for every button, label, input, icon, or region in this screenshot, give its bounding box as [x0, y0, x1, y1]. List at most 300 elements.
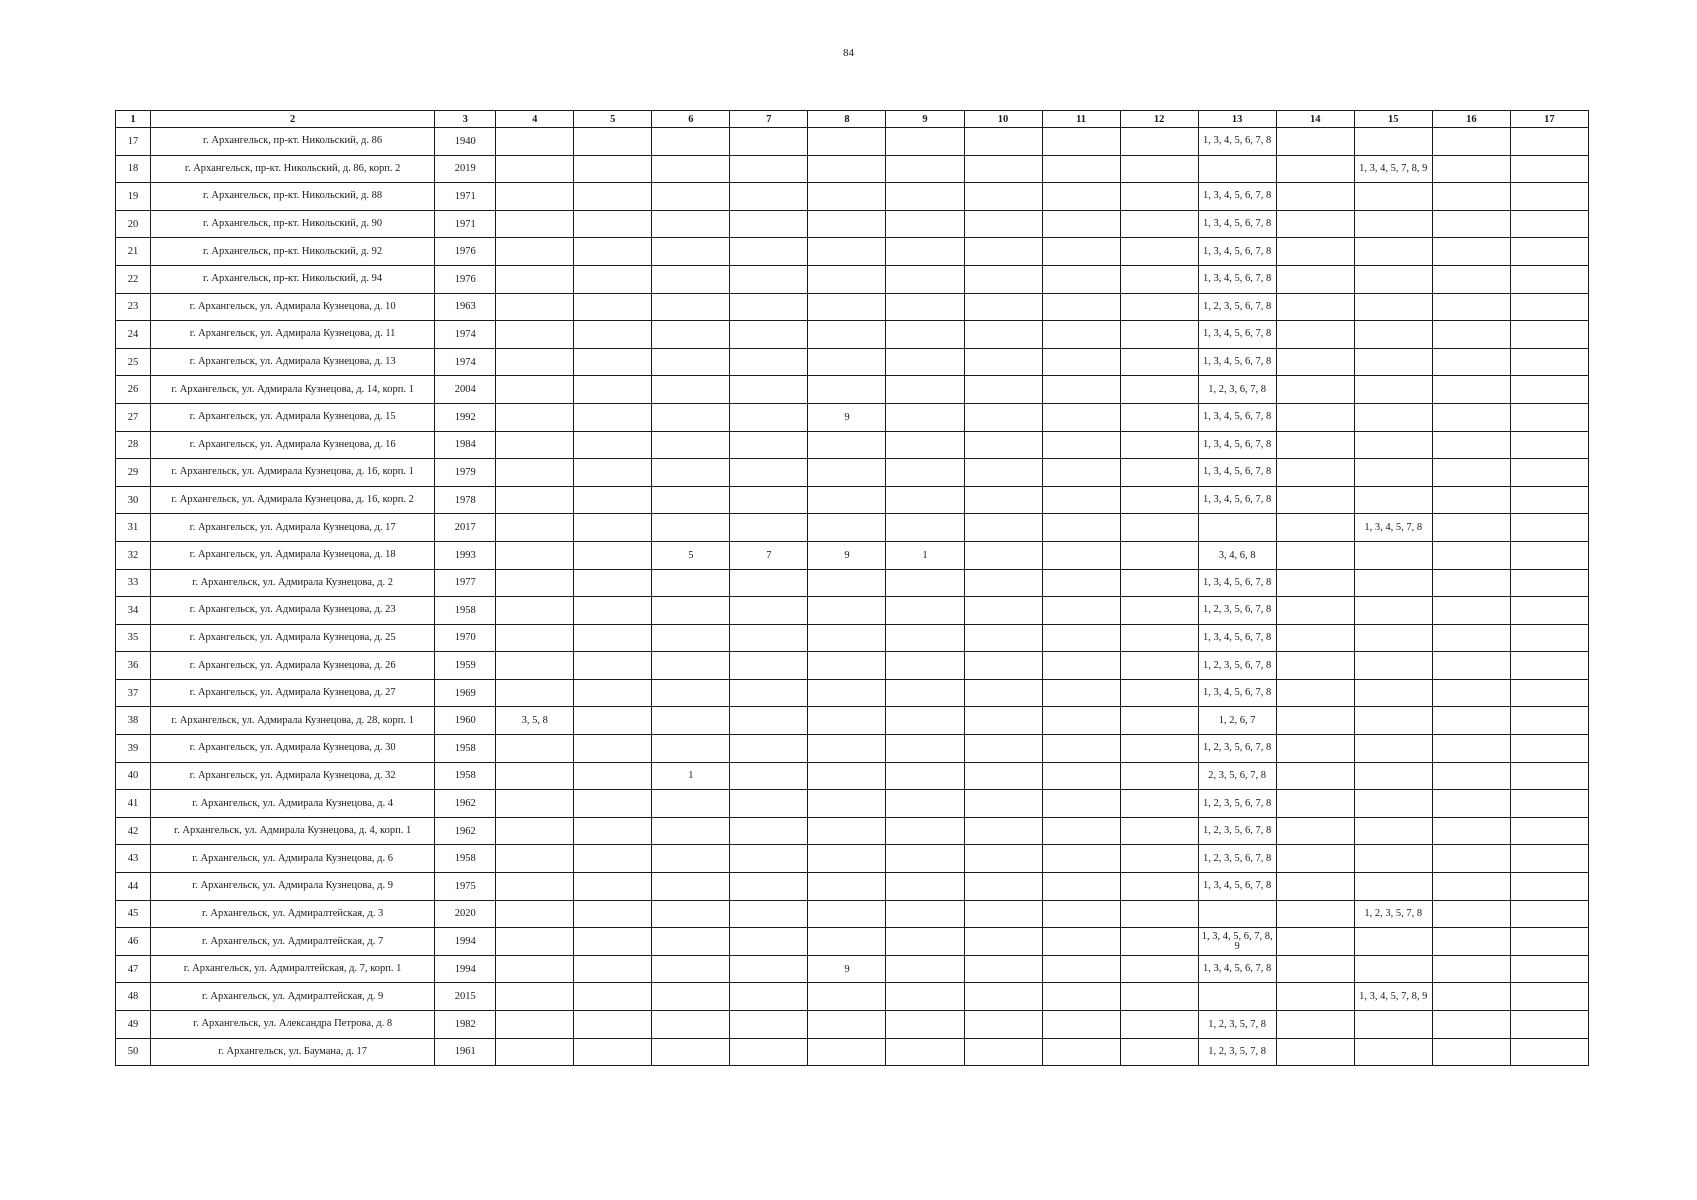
table-cell [1510, 293, 1588, 321]
table-cell [1120, 486, 1198, 514]
table-cell [574, 541, 652, 569]
table-cell: 1994 [435, 928, 496, 956]
table-cell [496, 817, 574, 845]
table-cell: 1, 3, 4, 5, 6, 7, 8 [1198, 955, 1276, 983]
table-cell [964, 845, 1042, 873]
table-cell [886, 762, 964, 790]
table-cell: 40 [116, 762, 151, 790]
table-cell: 17 [116, 128, 151, 156]
table-cell [1276, 983, 1354, 1011]
address-cell: г. Архангельск, пр-кт. Никольский, д. 90 [151, 210, 435, 238]
table-cell [886, 293, 964, 321]
table-cell [1432, 679, 1510, 707]
table-row [116, 900, 1589, 928]
table-cell [1120, 762, 1198, 790]
table-row [116, 431, 1589, 459]
table-cell [1510, 403, 1588, 431]
table-cell [808, 735, 886, 763]
table-cell [730, 486, 808, 514]
table-row [116, 321, 1589, 349]
table-cell [652, 183, 730, 211]
table-cell [730, 376, 808, 404]
table-cell [1120, 459, 1198, 487]
table-cell: 1, 3, 4, 5, 6, 7, 8 [1198, 679, 1276, 707]
table-cell [1120, 624, 1198, 652]
table-cell [1120, 348, 1198, 376]
table-cell [886, 845, 964, 873]
table-cell: 19 [116, 183, 151, 211]
table-row [116, 348, 1589, 376]
table-cell [730, 348, 808, 376]
table-cell: 1, 2, 3, 5, 6, 7, 8 [1198, 293, 1276, 321]
table-row [116, 459, 1589, 487]
table-cell [1120, 321, 1198, 349]
table-cell: 1, 3, 4, 5, 6, 7, 8, 9 [1198, 928, 1276, 956]
table-cell: 2004 [435, 376, 496, 404]
table-cell [652, 955, 730, 983]
table-cell [730, 735, 808, 763]
column-header-10: 10 [964, 111, 1042, 128]
table-cell [1510, 210, 1588, 238]
table-cell [1042, 431, 1120, 459]
table-cell [1432, 403, 1510, 431]
table-cell [1432, 707, 1510, 735]
table-cell: 31 [116, 514, 151, 542]
table-cell: 1961 [435, 1038, 496, 1066]
table-cell: 1, 3, 4, 5, 7, 8 [1354, 514, 1432, 542]
table-cell [1042, 321, 1120, 349]
table-cell [496, 128, 574, 156]
table-cell [964, 624, 1042, 652]
table-cell [886, 265, 964, 293]
table-cell: 45 [116, 900, 151, 928]
table-cell [1510, 459, 1588, 487]
table-row [116, 735, 1589, 763]
table-cell [1354, 955, 1432, 983]
table-cell: 1, 3, 4, 5, 7, 8, 9 [1354, 155, 1432, 183]
table-cell [1042, 679, 1120, 707]
table-cell: 5 [652, 541, 730, 569]
table-cell [1510, 1011, 1588, 1039]
table-cell [1120, 707, 1198, 735]
table-cell [1510, 983, 1588, 1011]
table-cell [1510, 679, 1588, 707]
table-cell [1354, 210, 1432, 238]
table-cell [1432, 900, 1510, 928]
table-cell [1354, 652, 1432, 680]
table-cell [652, 265, 730, 293]
table-cell [1354, 541, 1432, 569]
table-cell [1354, 679, 1432, 707]
table-cell [808, 293, 886, 321]
table-cell [808, 486, 886, 514]
table-cell [1120, 928, 1198, 956]
table-row [116, 873, 1589, 901]
table-cell: 9 [808, 541, 886, 569]
table-cell [652, 293, 730, 321]
table-cell [1276, 790, 1354, 818]
table-cell [808, 790, 886, 818]
table-cell [1276, 238, 1354, 266]
table-cell [1042, 1038, 1120, 1066]
table-cell [1042, 762, 1120, 790]
table-cell [730, 128, 808, 156]
address-cell: г. Архангельск, ул. Адмирала Кузнецова, д. 16, корп. 2 [151, 486, 435, 514]
table-cell [964, 983, 1042, 1011]
table-cell: 1, 3, 4, 5, 6, 7, 8 [1198, 265, 1276, 293]
table-cell [886, 376, 964, 404]
table-cell [1042, 707, 1120, 735]
table-cell [1432, 321, 1510, 349]
table-cell [1354, 321, 1432, 349]
table-cell [808, 900, 886, 928]
table-cell [1276, 735, 1354, 763]
table-cell: 1958 [435, 597, 496, 625]
table-cell [652, 790, 730, 818]
table-cell [730, 983, 808, 1011]
table-cell [1120, 735, 1198, 763]
table-row [116, 707, 1589, 735]
table-cell [574, 459, 652, 487]
table-cell [808, 183, 886, 211]
table-cell [496, 431, 574, 459]
table-cell [652, 321, 730, 349]
table-cell [1120, 238, 1198, 266]
table-cell [1276, 403, 1354, 431]
table-cell [808, 128, 886, 156]
table-cell [1432, 569, 1510, 597]
table-cell [1120, 873, 1198, 901]
table-cell [886, 431, 964, 459]
table-cell [1510, 955, 1588, 983]
table-cell: 18 [116, 155, 151, 183]
table-cell [1510, 735, 1588, 763]
table-cell: 1976 [435, 265, 496, 293]
table-cell [886, 983, 964, 1011]
table-cell [1198, 983, 1276, 1011]
table-cell [1276, 128, 1354, 156]
table-cell [1276, 928, 1354, 956]
table-row [116, 183, 1589, 211]
table-cell [1432, 597, 1510, 625]
table-cell [496, 790, 574, 818]
table-cell: 23 [116, 293, 151, 321]
table-cell [964, 238, 1042, 266]
table-cell [1198, 900, 1276, 928]
table-cell [730, 210, 808, 238]
table-cell: 1, 2, 6, 7 [1198, 707, 1276, 735]
table-cell [886, 238, 964, 266]
table-cell: 42 [116, 817, 151, 845]
table-cell [1276, 1011, 1354, 1039]
table-row [116, 983, 1589, 1011]
table-cell: 9 [808, 955, 886, 983]
table-cell [574, 403, 652, 431]
table-cell: 1977 [435, 569, 496, 597]
table-cell: 32 [116, 541, 151, 569]
table-cell [1042, 569, 1120, 597]
table-cell [808, 459, 886, 487]
table-cell [1432, 431, 1510, 459]
table-cell [1042, 403, 1120, 431]
table-cell [574, 679, 652, 707]
table-cell [886, 155, 964, 183]
table-cell [496, 183, 574, 211]
table-cell [574, 431, 652, 459]
table-cell [730, 431, 808, 459]
table-row [116, 128, 1589, 156]
table-cell: 2020 [435, 900, 496, 928]
address-cell: г. Архангельск, ул. Адмирала Кузнецова, д. 17 [151, 514, 435, 542]
table-cell [964, 762, 1042, 790]
table-cell [496, 1038, 574, 1066]
table-cell [1432, 928, 1510, 956]
table-cell [808, 679, 886, 707]
table-cell [964, 376, 1042, 404]
table-cell [1354, 403, 1432, 431]
address-cell: г. Архангельск, пр-кт. Никольский, д. 86, корп. 2 [151, 155, 435, 183]
table-cell [808, 845, 886, 873]
table-cell [1432, 348, 1510, 376]
table-cell [886, 210, 964, 238]
table-row [116, 1038, 1589, 1066]
table-row [116, 817, 1589, 845]
table-cell [730, 679, 808, 707]
table-cell [730, 845, 808, 873]
table-cell: 1971 [435, 183, 496, 211]
table-cell: 1, 2, 3, 5, 6, 7, 8 [1198, 790, 1276, 818]
table-cell [1510, 265, 1588, 293]
table-cell [964, 955, 1042, 983]
table-cell [1510, 790, 1588, 818]
table-cell: 24 [116, 321, 151, 349]
table-cell [808, 597, 886, 625]
table-cell: 1, 2, 3, 5, 7, 8 [1354, 900, 1432, 928]
table-cell: 34 [116, 597, 151, 625]
table-cell: 1, 2, 3, 5, 6, 7, 8 [1198, 597, 1276, 625]
table-cell: 1, 2, 3, 5, 7, 8 [1198, 1038, 1276, 1066]
table-cell [496, 762, 574, 790]
table-cell [1042, 514, 1120, 542]
table-cell [730, 790, 808, 818]
table-cell [964, 900, 1042, 928]
table-cell [1120, 845, 1198, 873]
table-cell [964, 652, 1042, 680]
table-row [116, 403, 1589, 431]
table-cell [1354, 293, 1432, 321]
column-header-3: 3 [435, 111, 496, 128]
table-cell [652, 403, 730, 431]
table-cell [574, 652, 652, 680]
table-cell [1354, 128, 1432, 156]
table-cell: 3, 5, 8 [496, 707, 574, 735]
table-cell [1042, 983, 1120, 1011]
table-cell [730, 928, 808, 956]
table-cell [1276, 155, 1354, 183]
address-cell: г. Архангельск, ул. Адмирала Кузнецова, д. 18 [151, 541, 435, 569]
table-cell [730, 873, 808, 901]
table-cell [1510, 873, 1588, 901]
table-cell [1042, 1011, 1120, 1039]
column-header-9: 9 [886, 111, 964, 128]
table-cell [1276, 762, 1354, 790]
table-cell [964, 735, 1042, 763]
table-cell [574, 569, 652, 597]
table-cell [1276, 459, 1354, 487]
table-cell [1354, 624, 1432, 652]
table-cell [1276, 541, 1354, 569]
table-cell [1432, 1011, 1510, 1039]
table-cell [1042, 597, 1120, 625]
table-cell [1120, 541, 1198, 569]
table-cell [1120, 955, 1198, 983]
table-cell: 1979 [435, 459, 496, 487]
table-cell [496, 514, 574, 542]
table-cell [964, 541, 1042, 569]
table-cell [730, 652, 808, 680]
table-cell [1120, 128, 1198, 156]
table-cell [496, 624, 574, 652]
table-row [116, 845, 1589, 873]
table-cell [886, 348, 964, 376]
table-cell [1276, 873, 1354, 901]
table-cell [496, 348, 574, 376]
table-cell [1510, 569, 1588, 597]
table-cell [1432, 183, 1510, 211]
table-row [116, 238, 1589, 266]
table-cell [730, 817, 808, 845]
table-cell [964, 597, 1042, 625]
table-cell [1354, 431, 1432, 459]
table-cell [808, 155, 886, 183]
address-cell: г. Архангельск, ул. Адмирала Кузнецова, д. 4, корп. 1 [151, 817, 435, 845]
table-cell [964, 155, 1042, 183]
table-cell [574, 238, 652, 266]
table-cell: 1962 [435, 790, 496, 818]
table-cell: 39 [116, 735, 151, 763]
table-cell [1276, 817, 1354, 845]
table-cell [1120, 597, 1198, 625]
column-header-2: 2 [151, 111, 435, 128]
column-header-15: 15 [1354, 111, 1432, 128]
table-cell [496, 679, 574, 707]
table-row [116, 790, 1589, 818]
table-row [116, 569, 1589, 597]
table-cell [1354, 1038, 1432, 1066]
table-cell [1354, 486, 1432, 514]
table-cell [496, 955, 574, 983]
table-row [116, 486, 1589, 514]
table-cell [730, 762, 808, 790]
table-cell [1042, 486, 1120, 514]
table-cell [964, 817, 1042, 845]
table-cell [496, 569, 574, 597]
table-cell [574, 293, 652, 321]
table-cell: 2017 [435, 514, 496, 542]
table-cell [1510, 128, 1588, 156]
table-cell [730, 183, 808, 211]
table-cell [886, 624, 964, 652]
table-row [116, 265, 1589, 293]
address-cell: г. Архангельск, ул. Адмирала Кузнецова, д. 30 [151, 735, 435, 763]
table-cell [808, 873, 886, 901]
table-cell: 1, 3, 4, 5, 7, 8, 9 [1354, 983, 1432, 1011]
table-cell: 33 [116, 569, 151, 597]
table-cell [1432, 459, 1510, 487]
table-cell [808, 348, 886, 376]
column-header-7: 7 [730, 111, 808, 128]
table-cell [1276, 1038, 1354, 1066]
table-cell: 1976 [435, 238, 496, 266]
table-cell [808, 707, 886, 735]
address-cell: г. Архангельск, ул. Адмирала Кузнецова, д. 9 [151, 873, 435, 901]
table-cell: 3, 4, 6, 8 [1198, 541, 1276, 569]
table-cell [1432, 790, 1510, 818]
column-header-6: 6 [652, 111, 730, 128]
table-row [116, 376, 1589, 404]
table-cell [1120, 569, 1198, 597]
table-cell [1042, 376, 1120, 404]
table-cell [1510, 845, 1588, 873]
table-cell [964, 514, 1042, 542]
table-cell [808, 569, 886, 597]
table-cell [964, 928, 1042, 956]
table-cell [1510, 376, 1588, 404]
table-cell [496, 900, 574, 928]
table-cell [574, 265, 652, 293]
table-cell [574, 707, 652, 735]
table-cell [1042, 459, 1120, 487]
table-cell [1432, 210, 1510, 238]
table-cell [574, 210, 652, 238]
table-cell: 1, 2, 3, 5, 7, 8 [1198, 1011, 1276, 1039]
table-cell [1354, 348, 1432, 376]
table-cell [1510, 183, 1588, 211]
table-cell: 1984 [435, 431, 496, 459]
table-cell [730, 624, 808, 652]
table-cell: 2015 [435, 983, 496, 1011]
table-cell [808, 624, 886, 652]
table-cell [652, 431, 730, 459]
table-cell [964, 128, 1042, 156]
table-row [116, 541, 1589, 569]
table-cell [808, 514, 886, 542]
housing-register-table [115, 110, 1589, 1066]
table-cell [964, 790, 1042, 818]
table-cell [808, 817, 886, 845]
table-cell [1276, 431, 1354, 459]
table-cell [1510, 928, 1588, 956]
table-cell [1276, 679, 1354, 707]
table-cell [886, 514, 964, 542]
table-cell [652, 459, 730, 487]
table-cell [730, 569, 808, 597]
table-cell [1432, 541, 1510, 569]
table-cell [964, 210, 1042, 238]
table-cell [1432, 293, 1510, 321]
table-cell [1510, 624, 1588, 652]
table-cell [1276, 707, 1354, 735]
table-cell [1276, 569, 1354, 597]
table-cell: 50 [116, 1038, 151, 1066]
table-cell [886, 900, 964, 928]
table-cell [574, 597, 652, 625]
table-cell: 43 [116, 845, 151, 873]
column-header-12: 12 [1120, 111, 1198, 128]
table-cell [1042, 652, 1120, 680]
table-cell [1276, 293, 1354, 321]
table-cell: 1, 3, 4, 5, 6, 7, 8 [1198, 403, 1276, 431]
